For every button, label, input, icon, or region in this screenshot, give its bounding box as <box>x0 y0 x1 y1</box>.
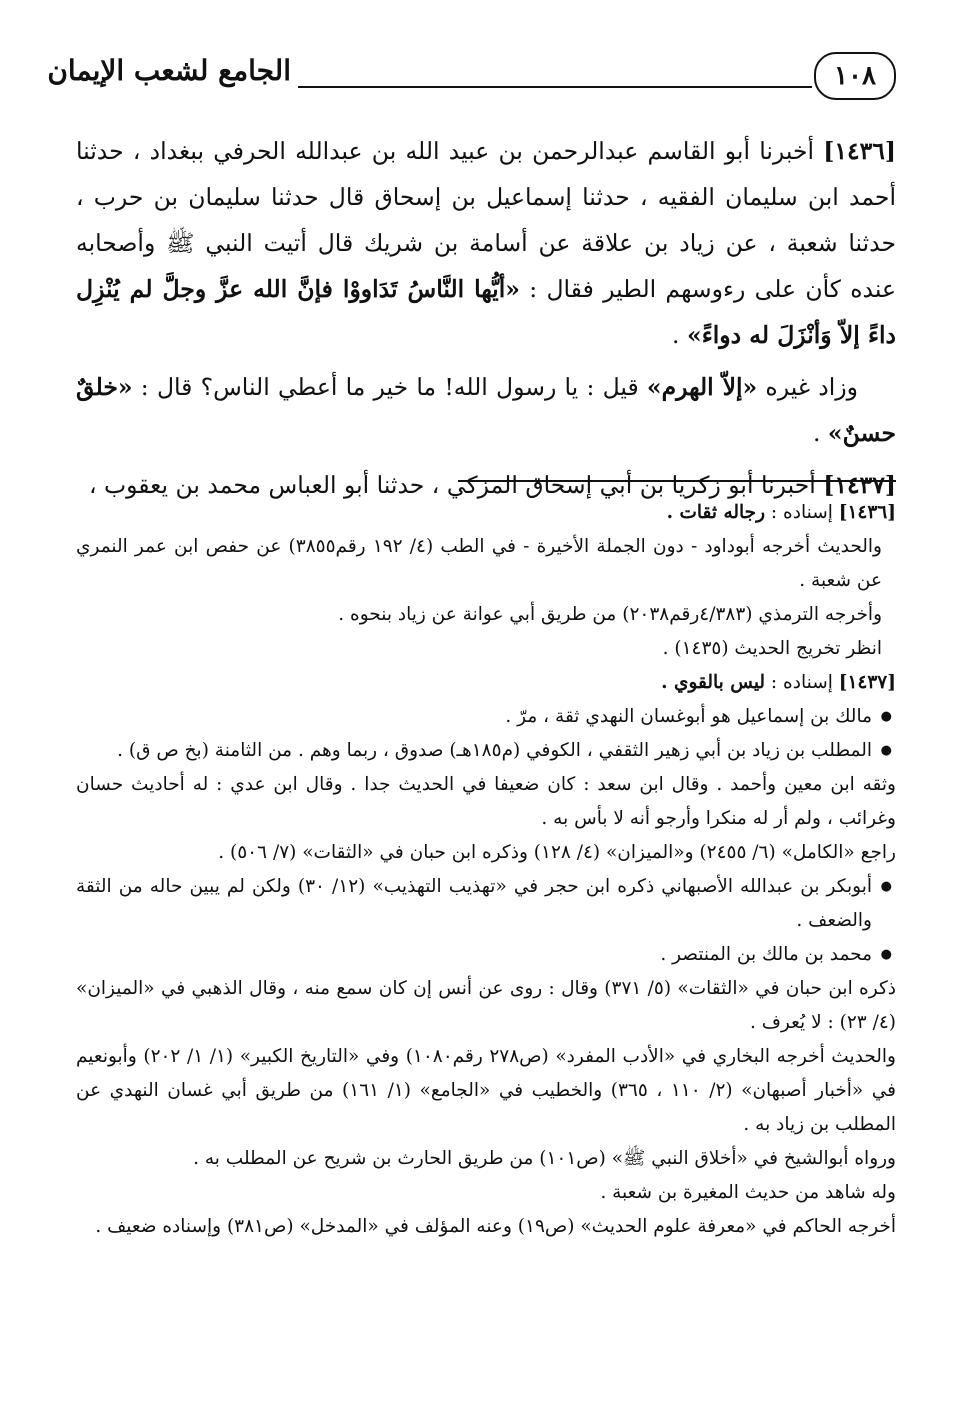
note-line: والحديث أخرجه أبوداود - دون الجملة الأخيرة - في الطب (٤/ ١٩٢ رقم٣٨٥٥) عن حفص ابن عمر النمري عن شعبة . <box>76 536 882 591</box>
narrator-bullet: ● محمد بن مالك بن المنتصر . <box>76 938 896 972</box>
addition-tail: . <box>812 419 828 447</box>
main-text <box>76 128 896 508</box>
note-verdict: ليس بالقوي . <box>661 672 766 693</box>
narrator-bullet: ● أبوبكر بن عبدالله الأصبهاني ذكره ابن حجر في «تهذيب التهذيب» (١٢/ ٣٠) ولكن لم يبين حاله من الثقة والضعف . <box>76 870 896 938</box>
addition-quote: «إلاّ الهرم» <box>646 373 758 401</box>
hadith-text: أخبرنا أبو القاسم عبدالرحمن بن عبيد الله بن عبدالله الحرفي ببغداد ، حدثنا أحمد ابن سليمان الفقيه ، حدثنا إسماعيل بن إسحاق قال حدثنا سليمان بن حرب ، حدثنا شعبة ، عن زياد بن علاقة عن أسامة بن شريك قال أتيت النبي ﷺ وأصحابه عنده كأن على رءوسهم الطير فقال : <box>76 137 896 303</box>
note-label: إسناده : <box>765 502 839 523</box>
page-header <box>47 52 896 108</box>
hadith-1436 <box>76 128 896 358</box>
hadith-quote: «أيُّها النَّاسُ تَدَاووْا فإنَّ الله عزَّ وجلَّ لم يُنْزِل داءً إلاّ وَأنْزَلَ له دواءً» <box>76 275 896 349</box>
note-line: وثقه ابن معين وأحمد . وقال ابن سعد : كان ضعيفا في الحديث جدا . وقال ابن عدي : له أحاديث حسان وغرائب ، ولم أر له منكرا وأرجو أنه لا بأس به . <box>76 774 896 829</box>
hadith-tail: . <box>672 321 687 349</box>
note-line: ورواه أبوالشيخ في «أخلاق النبي ﷺ» (ص١٠١) من طريق الحارث بن شريح عن المطلب به . <box>193 1148 896 1169</box>
hadith-number: [١٤٣٧] <box>823 471 896 499</box>
hadith-text: أخبرنا أبو زكريا بن أبي إسحاق المزكي ، حدثنا أبو العباس محمد بن يعقوب ، <box>88 471 824 499</box>
note-line: راجع «الكامل» (٦/ ٢٤٥٥) و«الميزان» (٤/ ١٢٨) وذكره ابن حبان في «الثقات» (٧/ ٥٠٦) . <box>218 842 896 863</box>
page-number: ١٠٨ <box>814 52 896 100</box>
note-line: انظر تخريج الحديث (١٤٣٥) . <box>662 638 882 659</box>
addition-text: وزاد غيره <box>757 373 858 401</box>
hadith-number: [١٤٣٦] <box>823 137 896 165</box>
addition-text-2: قيل : يا رسول الله! ما خير ما أعطي الناس؟ قال : <box>132 373 647 401</box>
note-line: وله شاهد من حديث المغيرة بن شعبة . <box>600 1182 896 1203</box>
addition-quote-2: «خلقٌ حسنٌ» <box>76 373 896 447</box>
note-line: والحديث أخرجه البخاري في «الأدب المفرد» (ص٢٧٨ رقم١٠٨٠) وفي «التاريخ الكبير» (١/ ١/ ٢٠٢) وأبونعيم في «أخبار أصبهان» (٢/ ١١٠ ، ٣٦٥) والخطيب في «الجامع» (١/ ١٦١) من طريق أبي غسان النهدي عن المطلب بن زياد به . <box>76 1046 897 1135</box>
footnotes <box>76 496 896 1244</box>
note-label: إسناده : <box>765 672 839 693</box>
note-number: [١٤٣٦] <box>838 502 896 523</box>
book-title: الجامع لشعب الإيمان <box>47 54 291 87</box>
note-verdict: رجاله ثقات . <box>666 502 766 523</box>
note-line: وأخرجه الترمذي (٤/٣٨٣رقم٢٠٣٨) من طريق أبي عوانة عن زياد بنحوه . <box>338 604 882 625</box>
note-line: ذكره ابن حبان في «الثقات» (٥/ ٣٧١) وقال : روى عن أنس إن كان سمع منه ، وقال الذهبي في «الميزان» (٤/ ٢٣) : لا يُعرف . <box>76 978 896 1033</box>
note-head <box>76 496 896 530</box>
note-head <box>76 666 896 700</box>
narrator-bullet: ● المطلب بن زياد بن أبي زهير الثقفي ، الكوفي (م١٨٥هـ) صدوق ، ربما وهم . من الثامنة (بخ ص ق) . <box>76 734 896 768</box>
header-rule <box>298 86 812 88</box>
narrator-bullet: ● مالك بن إسماعيل هو أبوغسان النهدي ثقة ، مرّ . <box>76 700 896 734</box>
note-line: أخرجه الحاكم في «معرفة علوم الحديث» (ص١٩) وعنه المؤلف في «المدخل» (ص٣٨١) وإسناده ضعيف . <box>95 1216 896 1237</box>
footnote-rule <box>458 480 896 482</box>
note-number: [١٤٣٧] <box>838 672 896 693</box>
hadith-addition <box>76 364 896 456</box>
